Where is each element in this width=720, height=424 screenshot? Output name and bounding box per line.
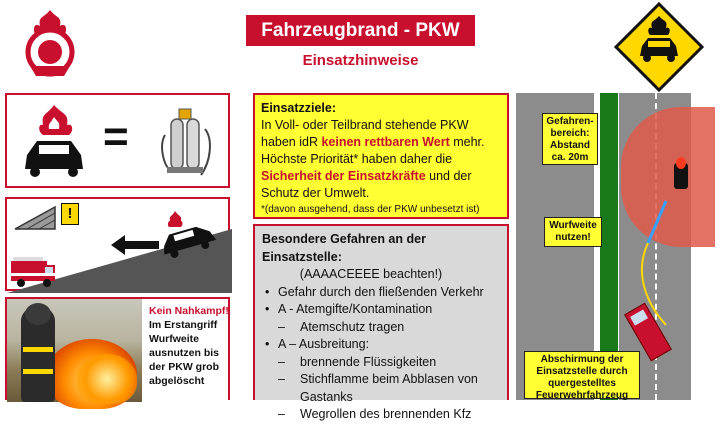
kein-nahkampf-heading: Kein Nahkampf! [149, 305, 229, 317]
sicherheit-einsatzkraefte: Sicherheit der Einsatzkräfte [261, 169, 426, 183]
gefahren-heading: Besondere Gefahren an der Einsatzstelle: [262, 232, 426, 264]
list-item: • Gefahr durch den fließenden Verkehr [262, 284, 500, 302]
wurfweite-callout: Wurfweite nutzen! [544, 217, 602, 247]
list-item: – Wegrollen des brennenden Kfz [262, 406, 500, 424]
keinen-rettbaren-wert: keinen rettbaren Wert [321, 135, 450, 149]
arrow-left-icon [111, 235, 159, 255]
list-item: – Stichflamme beim Abblasen von Gastanks [262, 371, 500, 406]
list-item: • A – Ausbreitung: [262, 336, 500, 354]
breathing-apparatus-icon [157, 105, 217, 183]
gefahrenbereich-callout: Gefahren-bereich: Abstand ca. 20m [542, 113, 598, 165]
list-item: – Atemschutz tragen [262, 319, 500, 337]
einsatzziele-text-1: In Voll- oder Teilbrand stehende PKW haben idR keinen rettbaren Wert mehr. [261, 118, 485, 149]
page-title: Fahrzeugbrand - PKW [246, 15, 475, 46]
firefighter-photo [7, 299, 142, 402]
list-item: • A - Atemgifte/Kontamination [262, 301, 500, 319]
einsatzziele-box [253, 93, 509, 219]
burning-car-icon [19, 103, 89, 178]
rolling-car-panel [5, 197, 230, 291]
gefahren-subheading: (AAAACEEEE beachten!) [299, 267, 443, 281]
einsatzziele-note: *(davon ausgehend, dass der PKW unbesetzt ist) [261, 204, 480, 215]
gefahren-list [262, 284, 500, 424]
wheel-chock-icon [13, 203, 57, 231]
kein-nahkampf-body: Im Erstangriff Wurfweite ausnutzen bis der PKW grob abgelöscht [149, 319, 220, 387]
fire-brigade-emblem-icon [20, 8, 80, 80]
warning-sign: ! [61, 203, 79, 225]
burning-car-panel [5, 93, 230, 188]
equals-sign: = [103, 112, 129, 161]
einsatzziele-heading: Einsatzziele: [261, 101, 337, 115]
list-item: – brennende Flüssigkeiten [262, 354, 500, 372]
page-subtitle: Einsatzhinweise [302, 52, 419, 69]
road-diagram [516, 93, 715, 400]
abschirmung-callout: Abschirmung der Einsatzstelle durch quergestelltes Feuerwehrfahrzeug [524, 351, 640, 399]
vehicle-fire-warning-diamond-icon [614, 2, 704, 92]
rolling-car-icon [155, 209, 225, 255]
gefahren-box [253, 224, 509, 421]
fire-truck-icon [9, 253, 59, 289]
kein-nahkampf-panel [5, 297, 230, 400]
einsatzziele-text-2: Höchste Priorität* haben daher die Sicherheit der Einsatzkräfte und der Schutz der Umwelt. [261, 152, 472, 200]
kein-nahkampf-text [149, 304, 229, 388]
